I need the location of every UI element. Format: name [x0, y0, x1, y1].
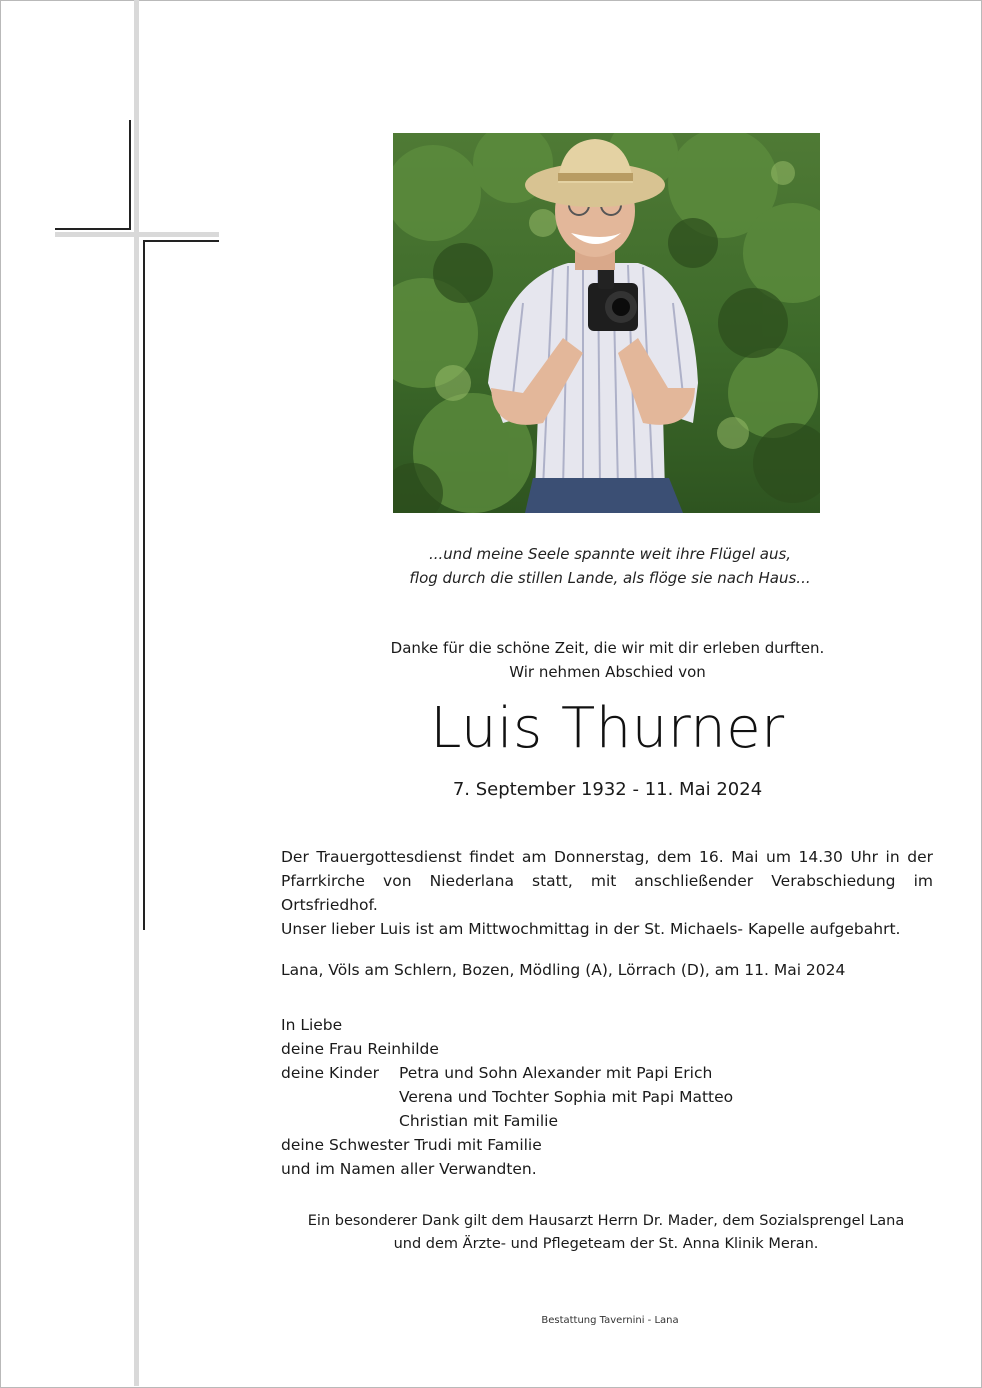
intro-line-1: Danke für die schöne Zeit, die wir mit dir erleben durften.	[390, 639, 825, 657]
cross-line-lower-vertical	[143, 240, 145, 930]
funeral-home-footer: Bestattung Tavernini - Lana	[541, 1315, 679, 1326]
cross-line-lower-horizontal	[143, 240, 219, 242]
child-entry: Christian mit Familie	[399, 1112, 558, 1130]
cross-vertical-bar	[134, 0, 139, 1386]
memorial-quote	[405, 542, 815, 590]
thanks-line-1: Ein besonderer Dank gilt dem Hausarzt Herrn Dr. Mader, dem Sozialsprengel Lana	[307, 1213, 905, 1229]
mourner-children-row	[281, 1085, 933, 1109]
intro-line-2: Wir nehmen Abschied von	[509, 663, 706, 681]
life-dates: 7. September 1932 - 11. Mai 2024	[452, 779, 763, 800]
mourner-children-row	[281, 1109, 933, 1133]
mourners-opening: In Liebe	[281, 1016, 343, 1034]
child-entry: Verena und Tochter Sophia mit Papi Matteo	[399, 1088, 734, 1106]
mourner-children-row	[281, 1061, 933, 1085]
child-entry: Petra und Sohn Alexander mit Papi Erich	[399, 1064, 713, 1082]
children-label: deine Kinder	[281, 1064, 380, 1082]
thanks-line-2: und dem Ärzte- und Pflegeteam der St. Anna Klinik Meran.	[393, 1236, 819, 1252]
cross-horizontal-bar	[55, 232, 219, 237]
quote-line-1: ...und meine Seele spannte weit ihre Flügel aus,	[428, 545, 792, 563]
service-details	[281, 845, 933, 941]
farewell-intro	[340, 636, 875, 684]
places-and-date: Lana, Völs am Schlern, Bozen, Mödling (A), Lörrach (D), am 11. Mai 2024	[281, 961, 846, 979]
mourner-sister: deine Schwester Trudi mit Familie	[281, 1136, 542, 1154]
portrait-photo	[393, 133, 820, 513]
mourners-list	[281, 1013, 933, 1181]
special-thanks	[280, 1210, 932, 1256]
deceased-name: Luis Thurner	[430, 696, 785, 761]
quote-line-2: flog durch die stillen Lande, als flöge sie nach Haus...	[409, 569, 811, 587]
laying-out-paragraph: Unser lieber Luis ist am Mittwochmittag in der St. Michaels- Kapelle aufgebahrt.	[281, 920, 901, 938]
mourner-relatives: und im Namen aller Verwandten.	[281, 1160, 537, 1178]
service-paragraph: Der Trauergottesdienst findet am Donnerstag, dem 16. Mai um 14.30 Uhr in der Pfarrkirche von Niederlana statt, mit anschließender Verabschiedung im Ortsfriedhof.	[281, 848, 933, 914]
mourner-wife: deine Frau Reinhilde	[281, 1040, 439, 1058]
cross-line-upper-horizontal	[55, 228, 131, 230]
cross-line-upper-vertical	[129, 120, 131, 230]
